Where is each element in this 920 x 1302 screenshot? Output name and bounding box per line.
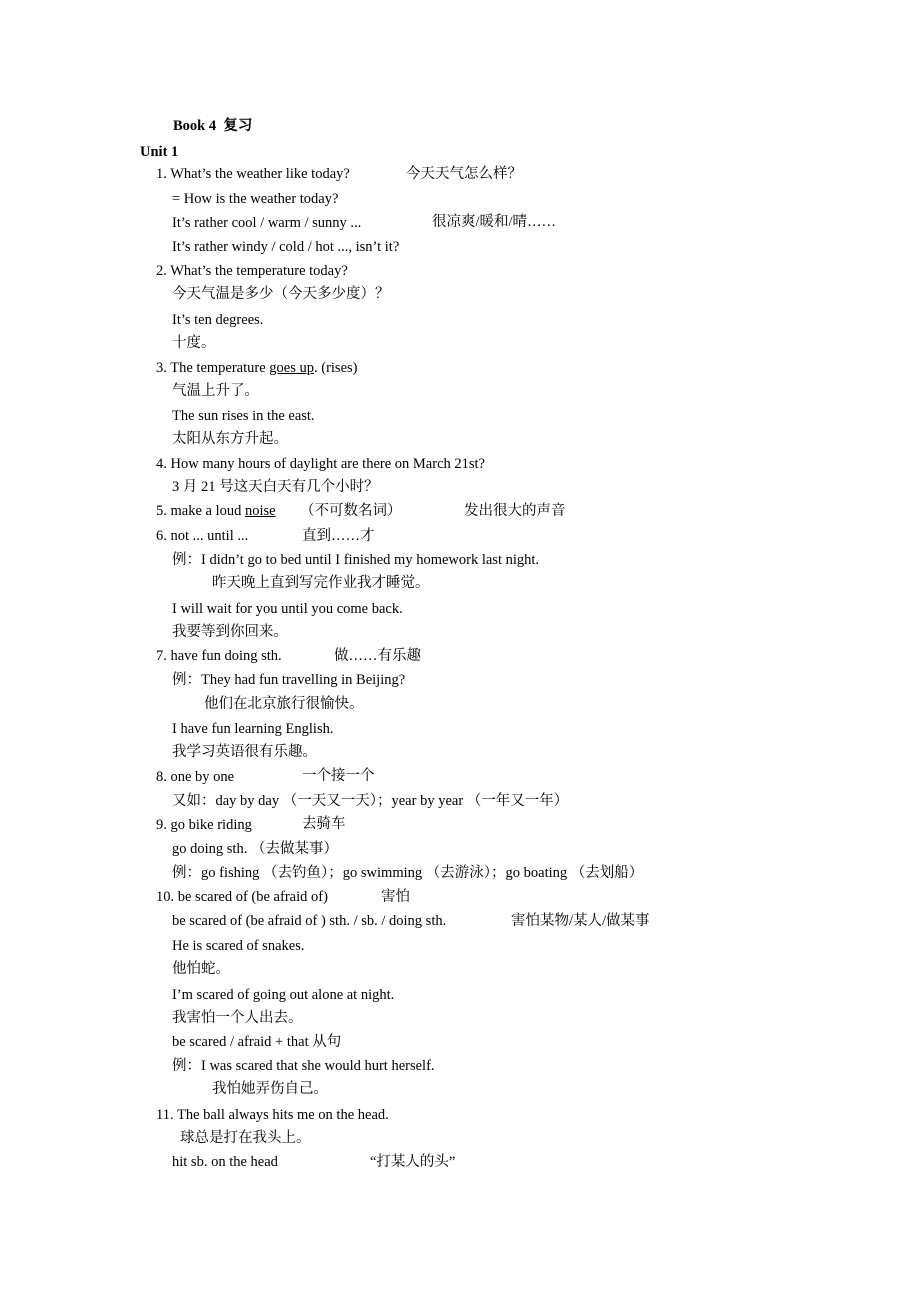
- example-label: 例：: [172, 1058, 201, 1074]
- item-1-line: [156, 165, 350, 183]
- item-4-en: How many hours of daylight are there on March 21st?: [170, 456, 485, 472]
- item-7-example-1-en: They had fun travelling in Beijing?: [201, 672, 406, 688]
- item-9-line: [156, 816, 252, 834]
- item-9-example-2-zh: （去游泳）；: [425, 865, 506, 881]
- item-11-en: The ball always hits me on the head.: [176, 1107, 389, 1123]
- item-3-example-zh: 太阳从东方升起。: [172, 431, 288, 447]
- item-7-zh: 做……有乐趣: [334, 648, 421, 664]
- item-1-zh: 今天天气怎么样？: [406, 166, 522, 182]
- item-10-en: be scared of (be afraid of): [177, 889, 328, 905]
- item-4-line: [156, 455, 485, 473]
- item-10-line-3-zh: 从句: [312, 1034, 342, 1050]
- example-label: 例：: [172, 865, 201, 881]
- item-8-zh: 一个接一个: [302, 768, 375, 784]
- item-10-example-1-zh: 他怕蛇。: [172, 961, 230, 977]
- item-10-line-2-zh: 害怕某物/某人/做某事: [511, 913, 650, 929]
- item-11-line-2-en: hit sb. on the head: [172, 1154, 278, 1170]
- item-1-line-4: It’s rather windy / cold / hot ..., isn’t it?: [172, 239, 400, 255]
- item-6-example-2-zh: 我要等到你回来。: [172, 624, 288, 640]
- item-8-also-2-en: year by year: [391, 793, 464, 809]
- item-11-line: [156, 1106, 389, 1124]
- item-10-example-3: [172, 1057, 435, 1075]
- item-1-line-3-zh: 很凉爽/暖和/晴……: [432, 214, 557, 230]
- item-3-example-en: The sun rises in the east.: [172, 408, 315, 424]
- item-8-also-1-en: day by day: [215, 793, 280, 809]
- item-6-example-1: [172, 551, 539, 569]
- item-number: 9.: [156, 817, 167, 833]
- item-7-en: have fun doing sth.: [170, 648, 282, 664]
- item-6-example-1-zh: 昨天晚上直到写完作业我才睡觉。: [212, 575, 430, 591]
- item-2-example-en: It’s ten degrees.: [172, 312, 264, 328]
- item-1-line-3-en: It’s rather cool / warm / sunny ...: [172, 215, 362, 231]
- item-number: 2.: [156, 263, 167, 279]
- also-label: 又如：: [172, 793, 216, 809]
- item-8-also: [172, 792, 568, 810]
- item-2-en: What’s the temperature today?: [170, 263, 348, 279]
- item-10-line-3-en: be scared / afraid + that: [172, 1034, 313, 1050]
- item-5-pre: make a loud: [170, 503, 245, 519]
- item-1-en: What’s the weather like today?: [170, 166, 350, 182]
- item-5-line: [156, 502, 276, 520]
- item-10-example-2-zh: 我害怕一个人出去。: [172, 1010, 303, 1026]
- item-7-example-1: [172, 671, 405, 689]
- item-9-examples: [172, 864, 643, 882]
- example-label: 例：: [172, 672, 201, 688]
- item-10-example-3-zh: 我怕她弄伤自己。: [212, 1081, 328, 1097]
- item-5-zh: 发出很大的声音: [464, 503, 566, 519]
- item-6-zh: 直到……才: [302, 528, 375, 544]
- item-3-line: [156, 359, 358, 377]
- item-3-pre: The temperature: [170, 360, 270, 376]
- page-title: [173, 117, 252, 135]
- item-5-note: （不可数名词）: [300, 503, 402, 519]
- item-3-underlined: goes up: [269, 360, 314, 376]
- item-8-also-2-zh: （一年又一年）: [466, 793, 569, 809]
- title-zh: 复习: [223, 118, 253, 134]
- item-9-example-1-en: go fishing: [201, 865, 260, 881]
- item-10-line-3: [172, 1033, 341, 1051]
- item-9-example-3-zh: （去划船）: [570, 865, 644, 881]
- item-9-line-2-en: go doing sth.: [172, 841, 248, 857]
- item-10-line-2-en: be scared of (be afraid of ) sth. / sb. / doing sth.: [172, 913, 447, 929]
- item-2-line: [156, 262, 348, 280]
- item-number: 6.: [156, 528, 167, 544]
- unit-heading: Unit 1: [140, 144, 179, 160]
- item-number: 5.: [156, 503, 167, 519]
- item-8-en: one by one: [170, 769, 235, 785]
- item-9-example-3-en: go boating: [505, 865, 568, 881]
- example-label: 例：: [172, 552, 201, 568]
- item-10-example-1-en: He is scared of snakes.: [172, 938, 305, 954]
- item-3-post: . (rises): [314, 360, 358, 376]
- item-3-zh: 气温上升了。: [172, 383, 259, 399]
- item-6-en: not ... until ...: [170, 528, 249, 544]
- item-6-example-1-en: I didn’t go to bed until I finished my homework last night.: [201, 552, 540, 568]
- item-9-en: go bike riding: [170, 817, 252, 833]
- item-8-also-1-zh: （一天又一天）；: [282, 793, 392, 809]
- item-4-zh: 3 月 21 号这天白天有几个小时？: [172, 479, 379, 495]
- item-11-zh: 球总是打在我头上。: [180, 1130, 311, 1146]
- item-7-example-2-zh: 我学习英语很有乐趣。: [172, 744, 317, 760]
- item-7-example-1-zh: 他们在北京旅行很愉快。: [204, 696, 364, 712]
- item-5-underlined: noise: [245, 503, 276, 519]
- item-9-example-2-en: go swimming: [342, 865, 423, 881]
- item-number: 10.: [156, 889, 175, 905]
- item-number: 7.: [156, 648, 167, 664]
- item-7-example-2-en: I have fun learning English.: [172, 721, 334, 737]
- item-7-line: [156, 647, 282, 665]
- item-8-line: [156, 768, 234, 786]
- item-10-zh: 害怕: [381, 889, 410, 905]
- item-9-line-2: [172, 840, 338, 858]
- item-6-example-2-en: I will wait for you until you come back.: [172, 601, 403, 617]
- item-10-example-3-en: I was scared that she would hurt herself.: [201, 1058, 435, 1074]
- item-number: 11.: [156, 1107, 174, 1123]
- title-en: Book 4: [173, 118, 217, 134]
- item-10-example-2-en: I’m scared of going out alone at night.: [172, 987, 395, 1003]
- item-number: 8.: [156, 769, 167, 785]
- item-number: 1.: [156, 166, 167, 182]
- item-1-line-2: = How is the weather today?: [172, 191, 339, 207]
- item-9-example-1-zh: （去钓鱼）；: [263, 865, 343, 881]
- item-2-example-zh: 十度。: [172, 335, 216, 351]
- item-number: 3.: [156, 360, 167, 376]
- item-6-line: [156, 527, 248, 545]
- item-10-line: [156, 888, 328, 906]
- item-number: 4.: [156, 456, 167, 472]
- item-11-line-2-zh: “打某人的头”: [370, 1154, 456, 1170]
- item-2-zh: 今天气温是多少（今天多少度）？: [172, 286, 390, 302]
- item-9-zh: 去骑车: [302, 816, 346, 832]
- item-9-line-2-zh: （去做某事）: [250, 841, 338, 857]
